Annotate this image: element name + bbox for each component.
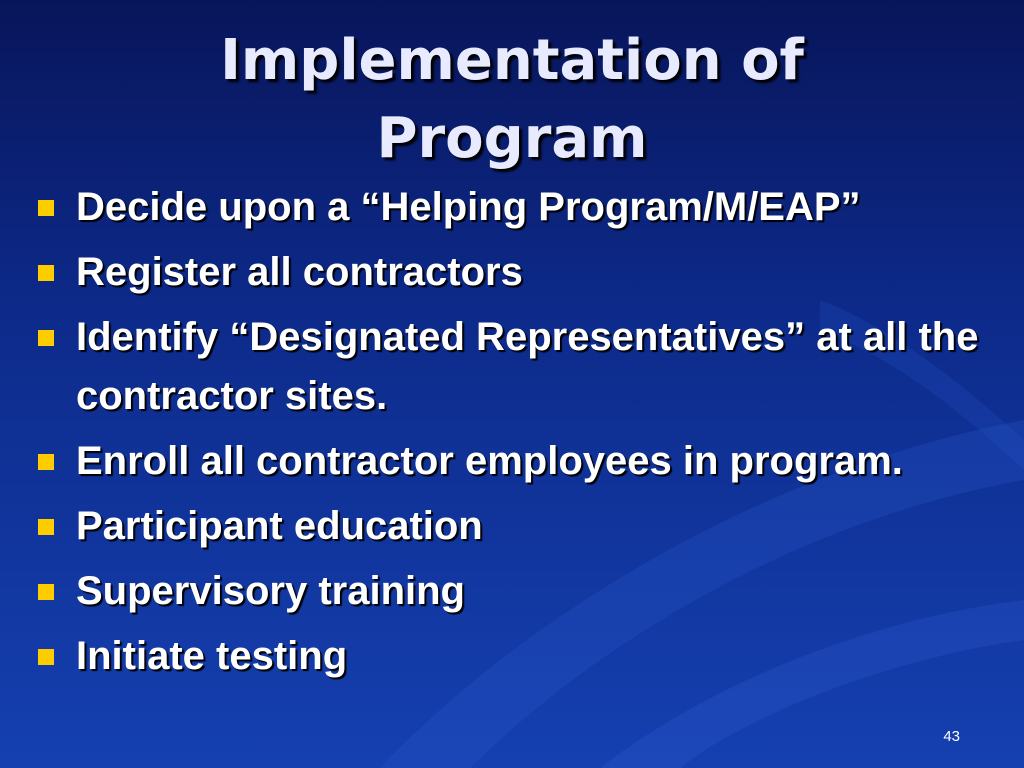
square-bullet-icon bbox=[38, 519, 54, 535]
bullet-text: Supervisory training bbox=[76, 569, 465, 613]
bullet-item bbox=[38, 243, 998, 302]
bullet-text: Participant education bbox=[76, 504, 483, 548]
square-bullet-icon bbox=[38, 200, 54, 216]
square-bullet-icon bbox=[38, 649, 54, 665]
bullet-list bbox=[38, 178, 998, 692]
title-line-2: Program bbox=[376, 106, 648, 171]
bullet-item bbox=[38, 562, 998, 621]
slide-number: 43 bbox=[943, 728, 960, 745]
bullet-text: Enroll all contractor employees in program. bbox=[76, 439, 903, 483]
bullet-item bbox=[38, 178, 998, 237]
slide-title bbox=[0, 22, 1024, 178]
square-bullet-icon bbox=[38, 584, 54, 600]
square-bullet-icon bbox=[38, 330, 54, 346]
bullet-item bbox=[38, 497, 998, 556]
bullet-item bbox=[38, 627, 998, 686]
square-bullet-icon bbox=[38, 454, 54, 470]
bullet-item bbox=[38, 432, 998, 491]
square-bullet-icon bbox=[38, 265, 54, 281]
bullet-item bbox=[38, 308, 998, 426]
bullet-text: Initiate testing bbox=[76, 634, 348, 678]
bullet-text: Decide upon a “Helping Program/M/EAP” bbox=[76, 185, 861, 229]
title-line-1: Implementation of bbox=[220, 28, 804, 93]
bullet-text: Identify “Designated Representatives” at all the contractor sites. bbox=[76, 315, 979, 418]
bullet-text: Register all contractors bbox=[76, 250, 523, 294]
